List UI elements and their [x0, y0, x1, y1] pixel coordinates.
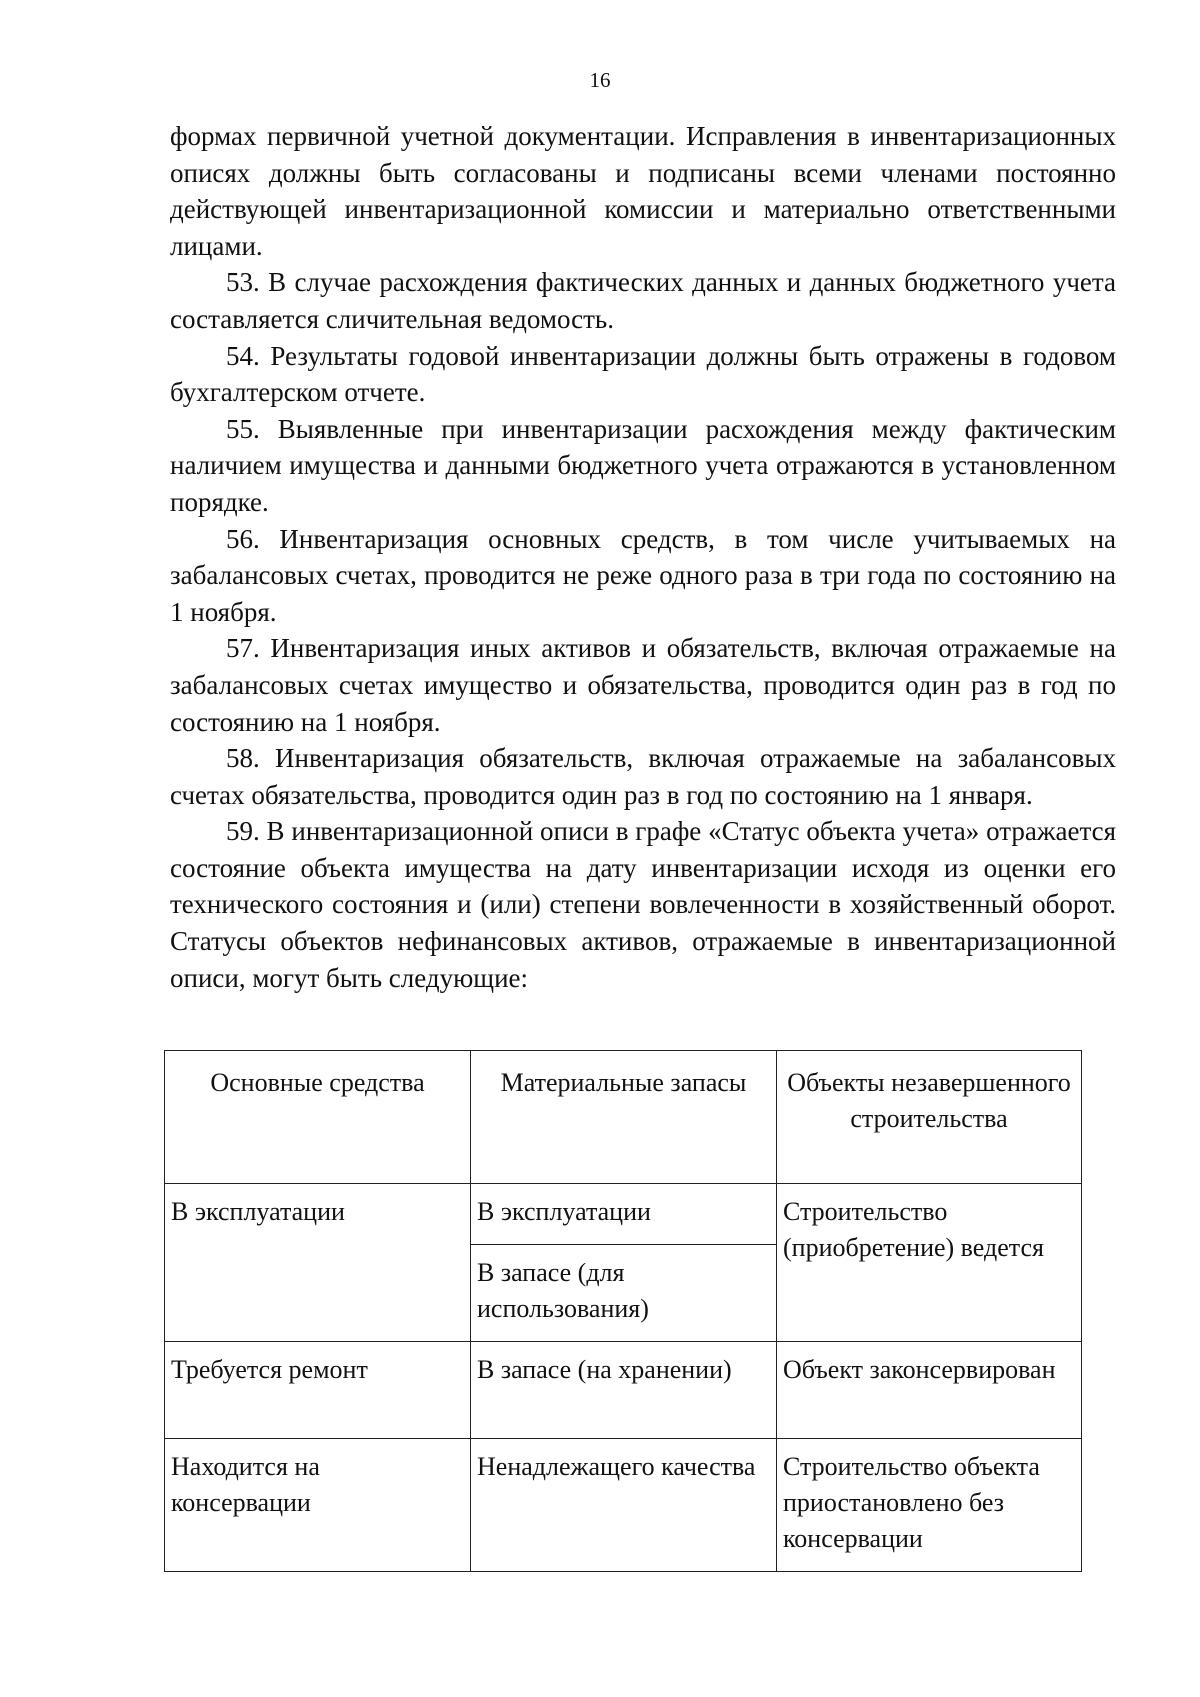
paragraph-continuation: формах первичной учетной документации. Исправления в инвентаризационных описях должны быть согласованы и подписаны всеми членами постоянно действующей инвентаризационной комиссии и материально ответственными лицами.: [170, 121, 1116, 261]
table-header-row: [165, 1051, 1082, 1184]
paragraph-57: 57. Инвентаризация иных активов и обязательств, включая отражаемые на забалансовых счетах имущество и обязательства, проводится один раз в год по состоянию на 1 ноября.: [170, 633, 1116, 737]
table-cell: В эксплуатации: [471, 1184, 777, 1245]
table-row: [165, 1439, 1082, 1572]
paragraph-56: 56. Инвентаризация основных средств, в том числе учитываемых на забалансовых счетах, проводится не реже одного раза в три года по состоянию на 1 ноября.: [170, 523, 1116, 627]
header-inventories: Материальные запасы: [471, 1051, 777, 1184]
table-row: [165, 1184, 1082, 1245]
document-body: [170, 118, 1116, 996]
page-number: 16: [589, 68, 611, 92]
table-cell: Строительство объекта приостановлено без консервации: [777, 1439, 1082, 1572]
asset-status-table: [164, 1050, 1082, 1572]
paragraph-59: 59. В инвентаризационной описи в графе «Статус объекта учета» отражается состояние объекта имущества на дату инвентаризации исходя из оценки его технического состояния и (или) степени вовлеченности в хозяйственный оборот. Статусы объектов нефинансовых активов, отражаемые в инвентаризационной описи, могут быть следующие:: [170, 816, 1116, 993]
paragraph-55: 55. Выявленные при инвентаризации расхождения между фактическим наличием имущества и данными бюджетного учета отражаются в установленном порядке.: [170, 413, 1116, 517]
table-cell: Требуется ремонт: [165, 1342, 471, 1439]
table-cell: В эксплуатации: [165, 1184, 471, 1342]
table-cell: В запасе (для использования): [471, 1245, 777, 1342]
paragraph-54: 54. Результаты годовой инвентаризации должны быть отражены в годовом бухгалтерском отчете.: [170, 340, 1116, 408]
table-cell: В запасе (на хранении): [471, 1342, 777, 1439]
table-cell: Ненадлежащего качества: [471, 1439, 777, 1572]
header-construction-in-progress: Объекты незавершенного строительства: [777, 1051, 1082, 1184]
paragraph-53: 53. В случае расхождения фактических данных и данных бюджетного учета составляется сличительная ведомость.: [170, 267, 1116, 334]
table-cell: Находится на консервации: [165, 1439, 471, 1572]
header-fixed-assets: Основные средства: [165, 1051, 471, 1184]
table-cell: Объект законсервирован: [777, 1342, 1082, 1439]
table-cell: Строительство (приобретение) ведется: [777, 1184, 1082, 1342]
paragraph-58: 58. Инвентаризация обязательств, включая отражаемые на забалансовых счетах обязательства, проводится один раз в год по состоянию на 1 января.: [170, 743, 1116, 810]
table-row: [165, 1342, 1082, 1439]
